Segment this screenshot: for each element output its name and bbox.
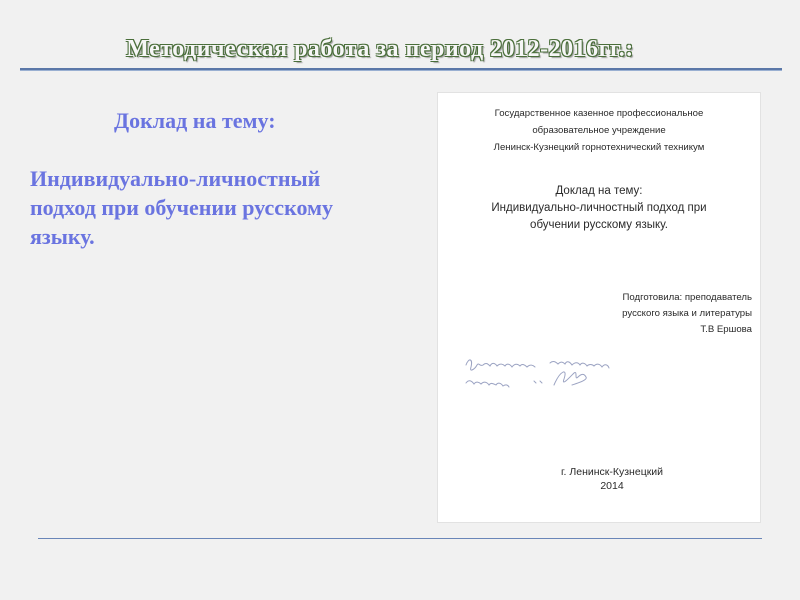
doc-title-line: обучении русскому языку. bbox=[530, 219, 668, 231]
document-author bbox=[622, 290, 752, 338]
document-title bbox=[438, 183, 760, 234]
handwritten-signature bbox=[458, 351, 648, 397]
org-line: образовательное учреждение bbox=[532, 125, 666, 136]
document-year: 2014 bbox=[600, 480, 624, 492]
document-organization bbox=[438, 105, 760, 156]
bottom-divider bbox=[38, 538, 762, 539]
author-line: Подготовила: преподаватель bbox=[622, 292, 752, 303]
author-line: русского языка и литературы bbox=[622, 308, 752, 319]
top-divider bbox=[20, 68, 782, 70]
doc-title-line: Индивидуально-личностный подход при bbox=[491, 202, 707, 214]
author-line: Т.В Ершова bbox=[700, 324, 752, 335]
doc-title-line: Доклад на тему: bbox=[555, 185, 643, 197]
report-topic bbox=[30, 164, 410, 251]
topic-line: Индивидуально-личностный bbox=[30, 166, 321, 191]
document-city: г. Ленинск-Кузнецкий bbox=[560, 466, 664, 478]
org-line: Государственное казенное профессиональное bbox=[494, 108, 704, 119]
topic-line: подход при обучении русскому bbox=[30, 195, 334, 220]
topic-line: языку. bbox=[30, 224, 95, 249]
slide-title: Методическая работа за период 2012-2016гг.: bbox=[126, 36, 634, 62]
document-title-page bbox=[437, 92, 761, 523]
org-line: Ленинск-Кузнецкий горнотехнический техникум bbox=[493, 142, 705, 153]
document-footer bbox=[438, 465, 760, 493]
report-subheading: Доклад на тему: bbox=[114, 108, 276, 133]
